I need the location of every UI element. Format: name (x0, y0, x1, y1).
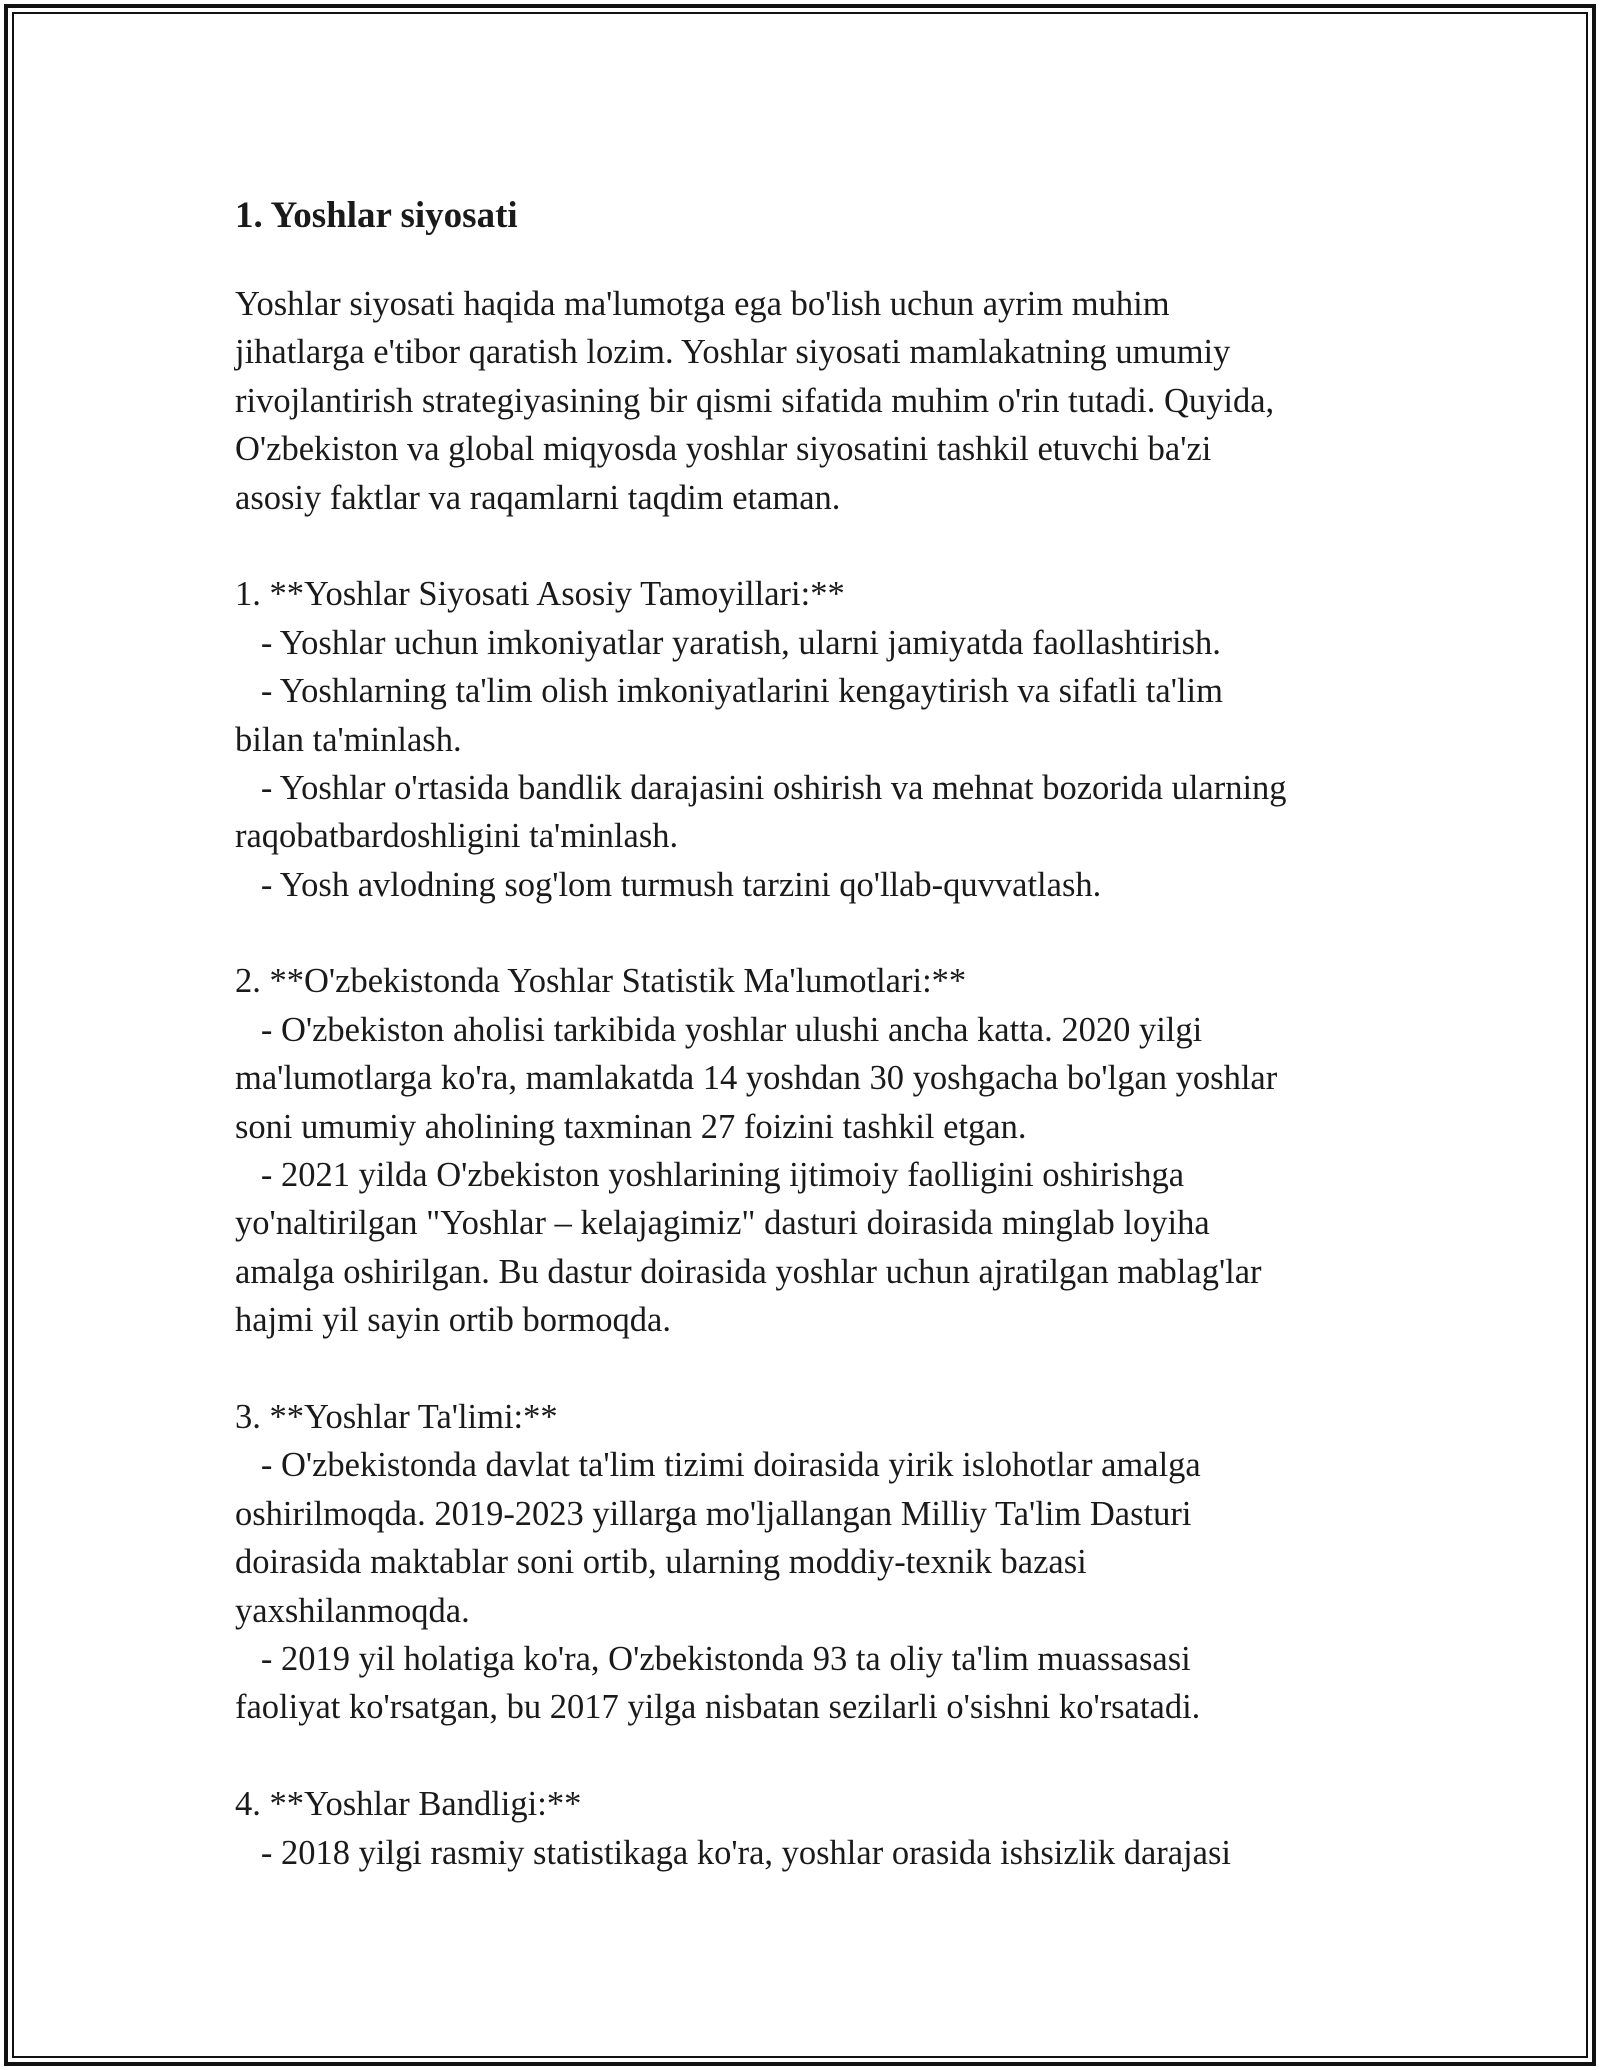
text-line: 4. **Yoshlar Bandligi:** (235, 1785, 582, 1824)
text-line: - 2021 yilda O'zbekiston yoshlarining ijtimoiy faolligini oshirishga (235, 1156, 1185, 1195)
text-line: 3. **Yoshlar Ta'limi:** (235, 1397, 558, 1436)
text-line: soni umumiy aholining taxminan 27 foizini tashkil etgan. (235, 1107, 1027, 1146)
document-title: 1. Yoshlar siyosati (235, 195, 518, 236)
blank-line (235, 522, 1385, 570)
text-line: oshirilmoqda. 2019-2023 yillarga mo'ljallangan Milliy Ta'lim Dasturi (235, 1494, 1192, 1533)
text-line: 2. **O'zbekistonda Yoshlar Statistik Ma'lumotlari:** (235, 962, 967, 1001)
text-line: amalga oshirilgan. Bu dastur doirasida yoshlar uchun ajratilgan mablag'lar (235, 1252, 1262, 1291)
text-line: - Yoshlarning ta'lim olish imkoniyatlarini kengaytirish va sifatli ta'lim (235, 672, 1223, 711)
text-line: jihatlarga e'tibor qaratish lozim. Yoshlar siyosati mamlakatning umumiy (235, 333, 1231, 372)
text-line: faoliyat ko'rsatgan, bu 2017 yilga nisbatan sezilarli o'sishni ko'rsatadi. (235, 1688, 1201, 1727)
document-text (235, 280, 1385, 1877)
text-line: - 2018 yilgi rasmiy statistikaga ko'ra, yoshlar orasida ishsizlik darajasi (235, 1833, 1231, 1872)
text-line: yo'naltirilgan "Yoshlar – kelajagimiz" dasturi doirasida minglab loyiha (235, 1204, 1210, 1243)
text-line: - Yosh avlodning sog'lom turmush tarzini qo'llab-quvvatlash. (235, 865, 1102, 904)
blank-line (235, 1732, 1385, 1780)
text-line: hajmi yil sayin ortib bormoqda. (235, 1301, 671, 1340)
text-line: asosiy faktlar va raqamlarni taqdim etaman. (235, 478, 841, 517)
text-line: ma'lumotlarga ko'ra, mamlakatda 14 yoshdan 30 yoshgacha bo'lgan yoshlar (235, 1059, 1278, 1098)
text-line: raqobatbardoshligini ta'minlash. (235, 817, 679, 856)
text-line: yaxshilanmoqda. (235, 1591, 470, 1630)
text-line: - 2019 yil holatiga ko'ra, O'zbekistonda 93 ta oliy ta'lim muassasasi (235, 1639, 1191, 1678)
blank-line (235, 909, 1385, 957)
text-line: bilan ta'minlash. (235, 720, 462, 759)
blank-line (235, 1345, 1385, 1393)
text-line: - O'zbekistonda davlat ta'lim tizimi doirasida yirik islohotlar amalga (235, 1446, 1201, 1485)
document-body (235, 188, 1385, 1877)
text-line: 1. **Yoshlar Siyosati Asosiy Tamoyillari:** (235, 575, 845, 614)
text-line: doirasida maktablar soni ortib, ularning moddiy-texnik bazasi (235, 1543, 1087, 1582)
text-line: - O'zbekiston aholisi tarkibida yoshlar ulushi ancha katta. 2020 yilgi (235, 1010, 1203, 1049)
text-line: O'zbekiston va global miqyosda yoshlar siyosatini tashkil etuvchi ba'zi (235, 430, 1212, 469)
text-line: rivojlantirish strategiyasining bir qismi sifatida muhim o'rin tutadi. Quyida, (235, 381, 1275, 420)
text-line: Yoshlar siyosati haqida ma'lumotga ega bo'lish uchun ayrim muhim (235, 285, 1170, 323)
text-line: - Yoshlar uchun imkoniyatlar yaratish, ularni jamiyatda faollashtirish. (235, 623, 1221, 662)
text-line: - Yoshlar o'rtasida bandlik darajasini oshirish va mehnat bozorida ularning (235, 768, 1287, 807)
